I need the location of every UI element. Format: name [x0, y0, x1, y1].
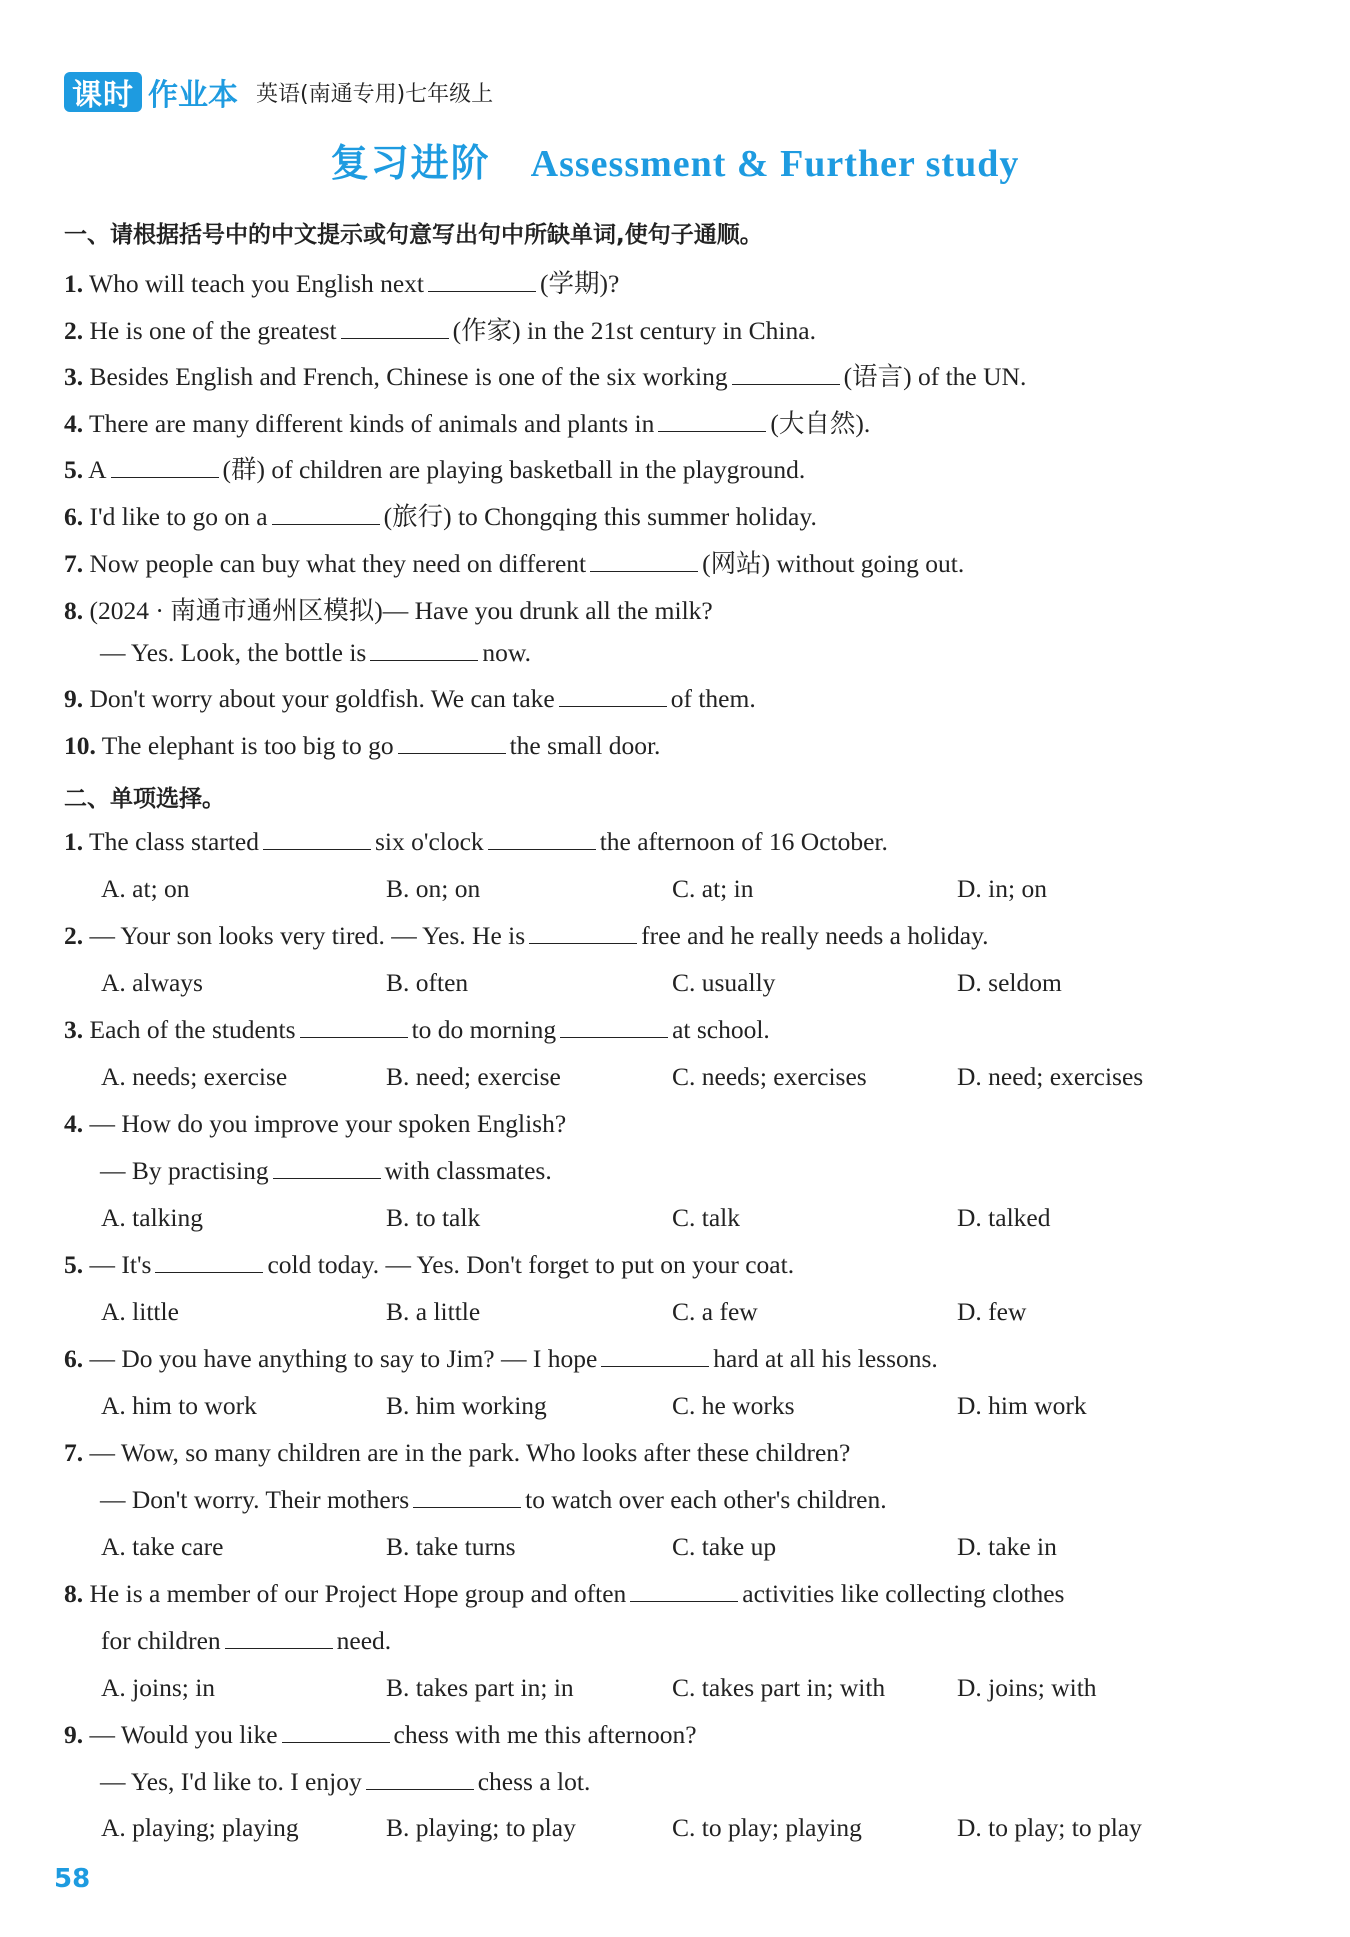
option-d[interactable]: D. to play; to play — [957, 1813, 1142, 1842]
option-b[interactable]: B. to talk — [386, 1203, 481, 1232]
option-d[interactable]: D. few — [957, 1297, 1027, 1326]
answer-blank[interactable] — [560, 1015, 668, 1038]
section1-heading: 一、请根据括号中的中文提示或句意写出句中所缺单词,使句子通顺。 — [64, 222, 763, 248]
mc-question-3: 3. Each of the students to do morning at school. — [64, 1015, 770, 1044]
mc-question-5: 5. — It's cold today. — Yes. Don't forget to put on your coat. — [64, 1250, 795, 1279]
option-b[interactable]: B. him working — [386, 1391, 547, 1420]
option-c[interactable]: C. usually — [672, 968, 776, 997]
answer-blank[interactable] — [155, 1250, 263, 1273]
fill-item-7: 7. Now people can buy what they need on different (网站) without going out. — [64, 549, 965, 578]
answer-blank[interactable] — [341, 316, 449, 339]
answer-blank[interactable] — [732, 362, 840, 385]
answer-blank[interactable] — [529, 921, 637, 944]
answer-blank[interactable] — [413, 1485, 521, 1508]
option-b[interactable]: B. often — [386, 968, 469, 997]
option-c[interactable]: C. a few — [672, 1297, 758, 1326]
answer-blank[interactable] — [111, 455, 219, 478]
option-b[interactable]: B. on; on — [386, 874, 481, 903]
option-a[interactable]: A. talking — [101, 1203, 203, 1232]
brand-name: 作业本 — [148, 78, 238, 113]
option-a[interactable]: A. at; on — [101, 874, 190, 903]
option-d[interactable]: D. seldom — [957, 968, 1062, 997]
option-d[interactable]: D. him work — [957, 1391, 1087, 1420]
option-b[interactable]: B. need; exercise — [386, 1062, 561, 1091]
option-a[interactable]: A. needs; exercise — [101, 1062, 288, 1091]
answer-blank[interactable] — [272, 502, 380, 525]
fill-item-2: 2. He is one of the greatest (作家) in the 21st century in China. — [64, 316, 816, 345]
option-b[interactable]: B. takes part in; in — [386, 1673, 574, 1702]
answer-blank[interactable] — [590, 549, 698, 572]
fill-item-1: 1. Who will teach you English next (学期)? — [64, 269, 620, 298]
answer-blank[interactable] — [559, 684, 667, 707]
option-d[interactable]: D. need; exercises — [957, 1062, 1144, 1091]
fill-item-3: 3. Besides English and French, Chinese is one of the six working (语言) of the UN. — [64, 362, 1027, 391]
fill-item-6: 6. I'd like to go on a (旅行) to Chongqing this summer holiday. — [64, 502, 817, 531]
page-header — [64, 70, 493, 114]
answer-blank[interactable] — [488, 827, 596, 850]
option-b[interactable]: B. a little — [386, 1297, 481, 1326]
section2-heading: 二、单项选择。 — [64, 786, 225, 812]
answer-blank[interactable] — [282, 1720, 390, 1743]
option-d[interactable]: D. take in — [957, 1532, 1057, 1561]
option-c[interactable]: C. he works — [672, 1391, 795, 1420]
mc-question-8-line2: for children need. — [101, 1626, 392, 1655]
option-c[interactable]: C. takes part in; with — [672, 1673, 886, 1702]
mc-question-7: 7. — Wow, so many children are in the park. Who looks after these children? — [64, 1438, 851, 1467]
option-c[interactable]: C. at; in — [672, 874, 754, 903]
option-b[interactable]: B. take turns — [386, 1532, 516, 1561]
option-d[interactable]: D. joins; with — [957, 1673, 1097, 1702]
option-b[interactable]: B. playing; to play — [386, 1813, 576, 1842]
mc-question-9-line2: — Yes, I'd like to. I enjoy chess a lot. — [100, 1767, 591, 1796]
mc-question-4-line2: — By practising with classmates. — [100, 1156, 552, 1185]
option-a[interactable]: A. take care — [101, 1532, 224, 1561]
answer-blank[interactable] — [300, 1015, 408, 1038]
mc-question-4: 4. — How do you improve your spoken English? — [64, 1109, 567, 1138]
mc-question-7-line2: — Don't worry. Their mothers to watch over each other's children. — [100, 1485, 887, 1514]
mc-question-1: 1. The class started six o'clock the afternoon of 16 October. — [64, 827, 888, 856]
mc-question-9: 9. — Would you like chess with me this afternoon? — [64, 1720, 697, 1749]
answer-blank[interactable] — [273, 1156, 381, 1179]
option-a[interactable]: A. playing; playing — [101, 1813, 299, 1842]
mc-question-8: 8. He is a member of our Project Hope group and often activities like collecting clothes — [64, 1579, 1065, 1608]
page-title — [0, 132, 1350, 187]
option-a[interactable]: A. little — [101, 1297, 179, 1326]
mc-question-6: 6. — Do you have anything to say to Jim? — I hope hard at all his lessons. — [64, 1344, 938, 1373]
answer-blank[interactable] — [601, 1344, 709, 1367]
fill-item-10: 10. The elephant is too big to go the small door. — [64, 731, 661, 760]
answer-blank[interactable] — [370, 638, 478, 661]
book-subtitle: 英语(南通专用)七年级上 — [256, 81, 494, 107]
option-c[interactable]: C. to play; playing — [672, 1813, 862, 1842]
option-c[interactable]: C. take up — [672, 1532, 777, 1561]
option-a[interactable]: A. joins; in — [101, 1673, 216, 1702]
option-a[interactable]: A. him to work — [101, 1391, 257, 1420]
answer-blank[interactable] — [658, 409, 766, 432]
answer-blank[interactable] — [630, 1579, 738, 1602]
fill-item-4: 4. There are many different kinds of animals and plants in (大自然). — [64, 409, 871, 438]
mc-question-2: 2. — Your son looks very tired. — Yes. He is free and he really needs a holiday. — [64, 921, 989, 950]
fill-item-8: 8. (2024 · 南通市通州区模拟)— Have you drunk all the milk? — [64, 596, 713, 625]
option-d[interactable]: D. talked — [957, 1203, 1051, 1232]
fill-item-8-answer: — Yes. Look, the bottle is now. — [100, 638, 531, 667]
fill-item-5: 5. A (群) of children are playing basketball in the playground. — [64, 455, 806, 484]
answer-blank[interactable] — [263, 827, 371, 850]
answer-blank[interactable] — [225, 1626, 333, 1649]
brand-logo: 课时 — [64, 72, 142, 112]
answer-blank[interactable] — [366, 1767, 474, 1790]
page-number: 58 — [54, 1864, 91, 1894]
fill-item-9: 9. Don't worry about your goldfish. We can take of them. — [64, 684, 756, 713]
option-d[interactable]: D. in; on — [957, 874, 1047, 903]
option-a[interactable]: A. always — [101, 968, 203, 997]
option-c[interactable]: C. needs; exercises — [672, 1062, 867, 1091]
answer-blank[interactable] — [398, 731, 506, 754]
option-c[interactable]: C. talk — [672, 1203, 740, 1232]
title-en: Assessment & Further study — [530, 143, 1020, 185]
title-cn: 复习进阶 — [330, 141, 491, 185]
answer-blank[interactable] — [428, 269, 536, 292]
